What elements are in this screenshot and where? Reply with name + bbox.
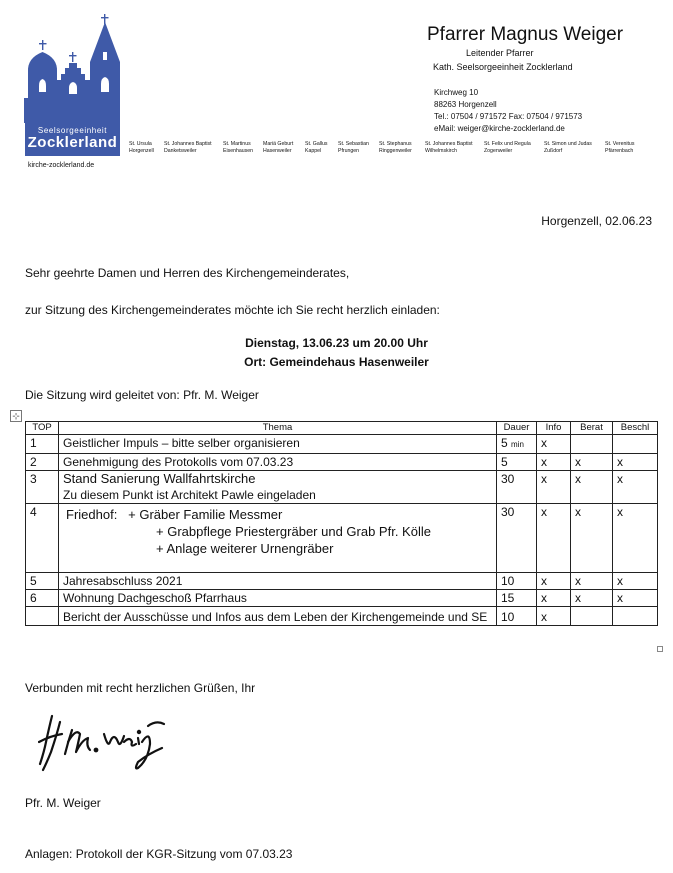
topic-title: Stand Sanierung Wallfahrtskirche (63, 471, 256, 486)
signature-name: Pfr. M. Weiger (25, 796, 101, 810)
cell-top: 2 (26, 454, 59, 471)
cell-dauer (497, 435, 537, 454)
cell-top: 3 (26, 471, 59, 504)
cell-top (26, 607, 59, 626)
table-row (26, 573, 658, 590)
header-berat: Berat (571, 422, 613, 435)
header-beschl: Beschl (613, 422, 658, 435)
table-header-row (26, 422, 658, 435)
parish-list (129, 141, 649, 161)
cell-info: x (537, 435, 571, 454)
sender-phone: Tel.: 07504 / 971572 Fax: 07504 / 971573 (434, 112, 583, 121)
sender-name: Pfarrer Magnus Weiger (427, 24, 624, 45)
cell-dauer: 15 (497, 590, 537, 607)
cell-beschl: x (613, 454, 658, 471)
cell-berat: x (571, 573, 613, 590)
closing-text: Verbunden mit recht herzlichen Grüßen, Ihr (25, 681, 256, 695)
agenda-table (25, 421, 658, 626)
logo-line1: Seelsorgeeinheit (37, 126, 108, 135)
cell-dauer: 10 (497, 607, 537, 626)
friedhof-line3: + Anlage weiterer Urnengräber (156, 541, 334, 556)
cell-dauer: 10 (497, 573, 537, 590)
header-thema: Thema (59, 422, 497, 435)
cell-beschl: x (613, 471, 658, 504)
date-line: Horgenzell, 02.06.23 (541, 214, 652, 228)
cell-berat: x (571, 590, 613, 607)
sender-email: eMail: weiger@kirche-zocklerland.de (434, 124, 565, 133)
dauer-value: 5 (501, 436, 508, 450)
cell-thema: Genehmigung des Protokolls vom 07.03.23 (59, 454, 497, 471)
sender-street: Kirchweg 10 (434, 88, 479, 97)
invitation-text: zur Sitzung des Kirchengemeinderates möchte ich Sie recht herzlich einladen: (25, 303, 440, 317)
cell-dauer: 30 (497, 504, 537, 573)
header-top: TOP (26, 422, 59, 435)
meeting-location: Ort: Gemeindehaus Hasenweiler (244, 355, 429, 369)
parish-item: St. Felix und Regula Zogenweiler (484, 141, 531, 154)
cell-berat (571, 607, 613, 626)
cell-top: 1 (26, 435, 59, 454)
cell-thema: Geistlicher Impuls – bitte selber organisieren (59, 435, 497, 454)
cell-info: x (537, 590, 571, 607)
parish-item: St. Johannes Baptist Danketsweiler (164, 141, 212, 154)
table-resize-handle[interactable] (657, 646, 663, 652)
cell-info: x (537, 573, 571, 590)
parish-item: St. Ursula Horgenzell (129, 141, 154, 154)
cell-thema (59, 504, 497, 573)
table-row (26, 607, 658, 626)
cell-top: 6 (26, 590, 59, 607)
parish-item: St. Gallus Kappel (305, 141, 328, 154)
cell-info: x (537, 607, 571, 626)
cell-thema: Wohnung Dachgeschoß Pfarrhaus (59, 590, 497, 607)
parish-item: St. Stephanus Ringgenweiler (379, 141, 412, 154)
salutation: Sehr geehrte Damen und Herren des Kirchengemeinderates, (25, 266, 350, 280)
cell-berat (571, 435, 613, 454)
cell-berat: x (571, 471, 613, 504)
table-row (26, 435, 658, 454)
cell-thema: Jahresabschluss 2021 (59, 573, 497, 590)
cell-info: x (537, 454, 571, 471)
cell-top: 5 (26, 573, 59, 590)
parish-item: St. Sebastian Pfrungen (338, 141, 369, 154)
parish-item: St. Martinus Eisenhausen (223, 141, 253, 154)
friedhof-line1: Friedhof: + Gräber Familie Messmer (66, 507, 283, 522)
cell-dauer: 5 (497, 454, 537, 471)
cell-thema (59, 471, 497, 504)
cell-beschl (613, 607, 658, 626)
table-move-handle-icon[interactable]: ⊹ (10, 410, 22, 422)
cell-info: x (537, 504, 571, 573)
meeting-date: Dienstag, 13.06.23 um 20.00 Uhr (245, 336, 428, 350)
table-row (26, 504, 658, 573)
table-row (26, 454, 658, 471)
dauer-unit: min (511, 440, 524, 449)
sender-unit: Kath. Seelsorgeeinheit Zocklerland (433, 62, 573, 72)
cell-beschl: x (613, 573, 658, 590)
cell-berat: x (571, 504, 613, 573)
church-logo (24, 12, 124, 124)
cell-dauer: 30 (497, 471, 537, 504)
attachments-text: Anlagen: Protokoll der KGR-Sitzung vom 07.03.23 (25, 847, 293, 861)
sender-role: Leitender Pfarrer (466, 48, 534, 58)
header-dauer: Dauer (497, 422, 537, 435)
parish-item: St. Verenitus Pfärrenbach (605, 141, 635, 154)
cell-berat: x (571, 454, 613, 471)
cell-beschl: x (613, 590, 658, 607)
logo-line2: Zocklerland (27, 134, 118, 151)
logo-wordmark (25, 123, 120, 156)
parish-item: Mariä Geburt Hasenweiler (263, 141, 294, 154)
table-row (26, 471, 658, 504)
header-info: Info (537, 422, 571, 435)
parish-item: St. Simon und Judas Zußdorf (544, 141, 592, 154)
cell-info: x (537, 471, 571, 504)
friedhof-line2: + Grabpflege Priestergräber und Grab Pfr. Kölle (156, 524, 431, 539)
cell-beschl (613, 435, 658, 454)
cell-top: 4 (26, 504, 59, 573)
parish-item: St. Johannes Baptist Wilhelmskirch (425, 141, 473, 154)
sender-city: 88263 Horgenzell (434, 100, 497, 109)
cell-beschl: x (613, 504, 658, 573)
table-row (26, 590, 658, 607)
cell-thema: Bericht der Ausschüsse und Infos aus dem Leben der Kirchengemeinde und SE (59, 607, 497, 626)
topic-note: Zu diesem Punkt ist Architekt Pawle eingeladen (63, 488, 316, 502)
signature-image (38, 712, 168, 774)
website-text: kirche-zocklerland.de (28, 162, 95, 169)
chair-text: Die Sitzung wird geleitet von: Pfr. M. Weiger (25, 388, 259, 402)
